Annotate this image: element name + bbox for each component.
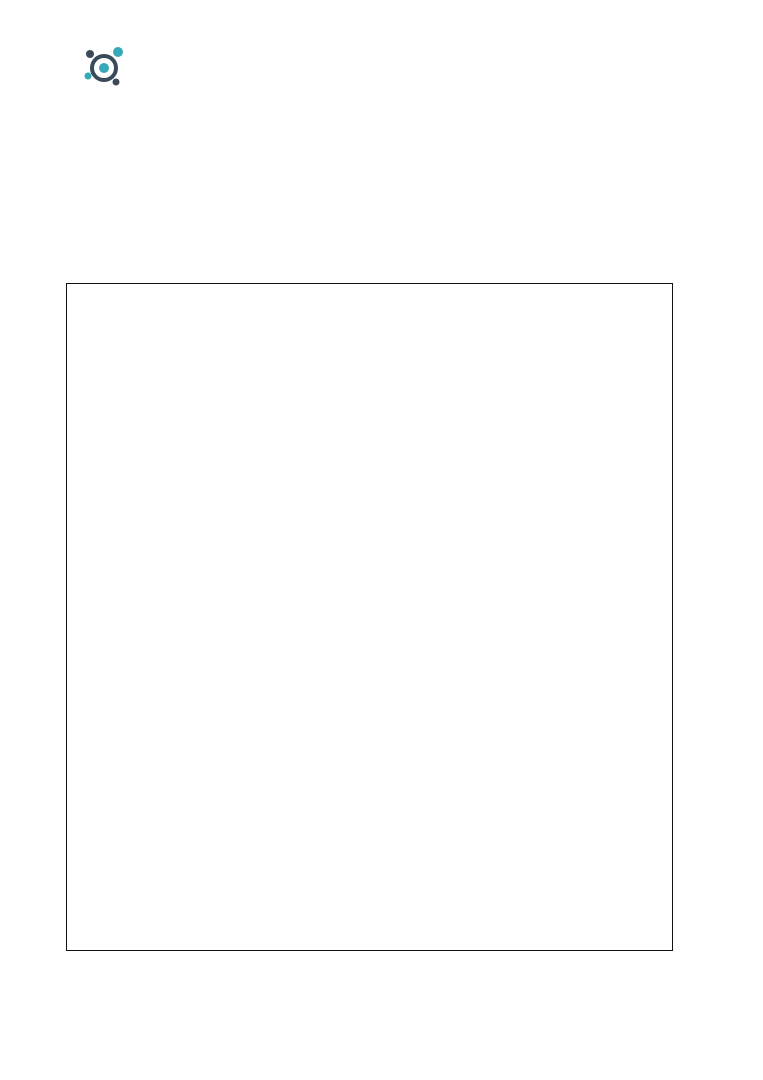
lifeaday-logo <box>82 38 282 98</box>
example-row <box>70 224 670 276</box>
exercise-table <box>66 283 673 951</box>
logo-molecule-icon <box>82 42 132 90</box>
